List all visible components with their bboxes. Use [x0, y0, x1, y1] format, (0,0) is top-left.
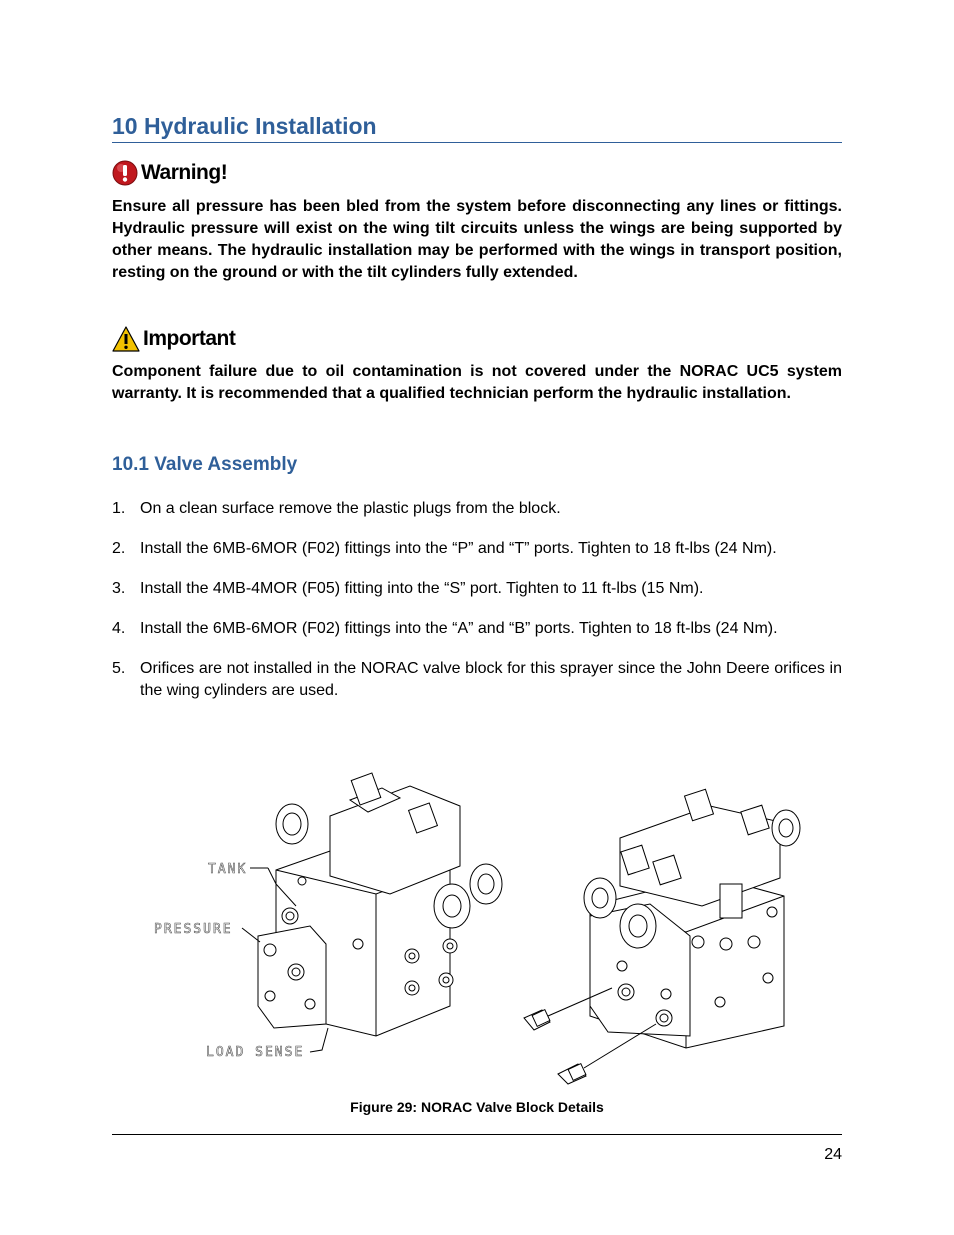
list-item-text: Install the 4MB-4MOR (F05) fitting into the “S” port. Tighten to 11 ft-lbs (15 Nm). [140, 580, 704, 597]
footer-rule [112, 1134, 842, 1135]
list-item [112, 538, 842, 560]
list-item-number: 4. [112, 620, 126, 637]
warning-circle-icon [112, 160, 138, 186]
subsection-heading: 10.1 Valve Assembly [112, 454, 298, 475]
list-item-text: On a clean surface remove the plastic plugs from the block. [140, 500, 561, 517]
load-sense-callout: LOAD SENSE [206, 1045, 305, 1060]
section-heading: 10 Hydraulic Installation [112, 112, 842, 143]
list-item-number: 2. [112, 540, 126, 557]
caution-triangle-icon [112, 326, 140, 352]
important-heading [112, 326, 235, 352]
list-item-text: Install the 6MB-6MOR (F02) fittings into the “P” and “T” ports. Tighten to 18 ft-lbs (24 Nm). [140, 540, 777, 557]
list-item-number: 1. [112, 500, 126, 517]
important-text: Component failure due to oil contamination is not covered under the NORAC UC5 system warranty. It is recommended that a qualified technician perform the hydraulic installation. [112, 363, 842, 402]
instruction-list [112, 498, 842, 720]
warning-heading [112, 160, 227, 186]
left-valve-block-drawing [242, 773, 502, 1052]
important-heading-label: Important [143, 327, 236, 350]
tank-callout: TANK [208, 862, 248, 877]
page-number: 24 [824, 1146, 842, 1163]
pressure-callout: PRESSURE [154, 922, 233, 937]
warning-heading-label: Warning! [141, 161, 228, 184]
figure-caption: Figure 29: NORAC Valve Block Details [350, 1099, 604, 1115]
list-item-text: Install the 6MB-6MOR (F02) fittings into the “A” and “B” ports. Tighten to 18 ft-lbs (24 Nm). [140, 620, 778, 637]
list-item [112, 498, 842, 520]
list-item-text: Orifices are not installed in the NORAC valve block for this sprayer since the John Deere orifices in the wing cylinders are used. [140, 660, 842, 699]
list-item [112, 658, 842, 702]
warning-text: Ensure all pressure has been bled from the system before disconnecting any lines or fittings. Hydraulic pressure will exist on the wing tilt circuits unless the wings are being supported by other means. The hydraulic installation may be performed with the wings in transport position, resting on the ground or with the tilt cylinders fully extended. [112, 198, 842, 281]
list-item-number: 3. [112, 580, 126, 597]
list-item-number: 5. [112, 660, 126, 677]
list-item [112, 578, 842, 600]
valve-block-figure [150, 766, 810, 1096]
list-item [112, 618, 842, 640]
right-valve-block-drawing [524, 789, 800, 1084]
